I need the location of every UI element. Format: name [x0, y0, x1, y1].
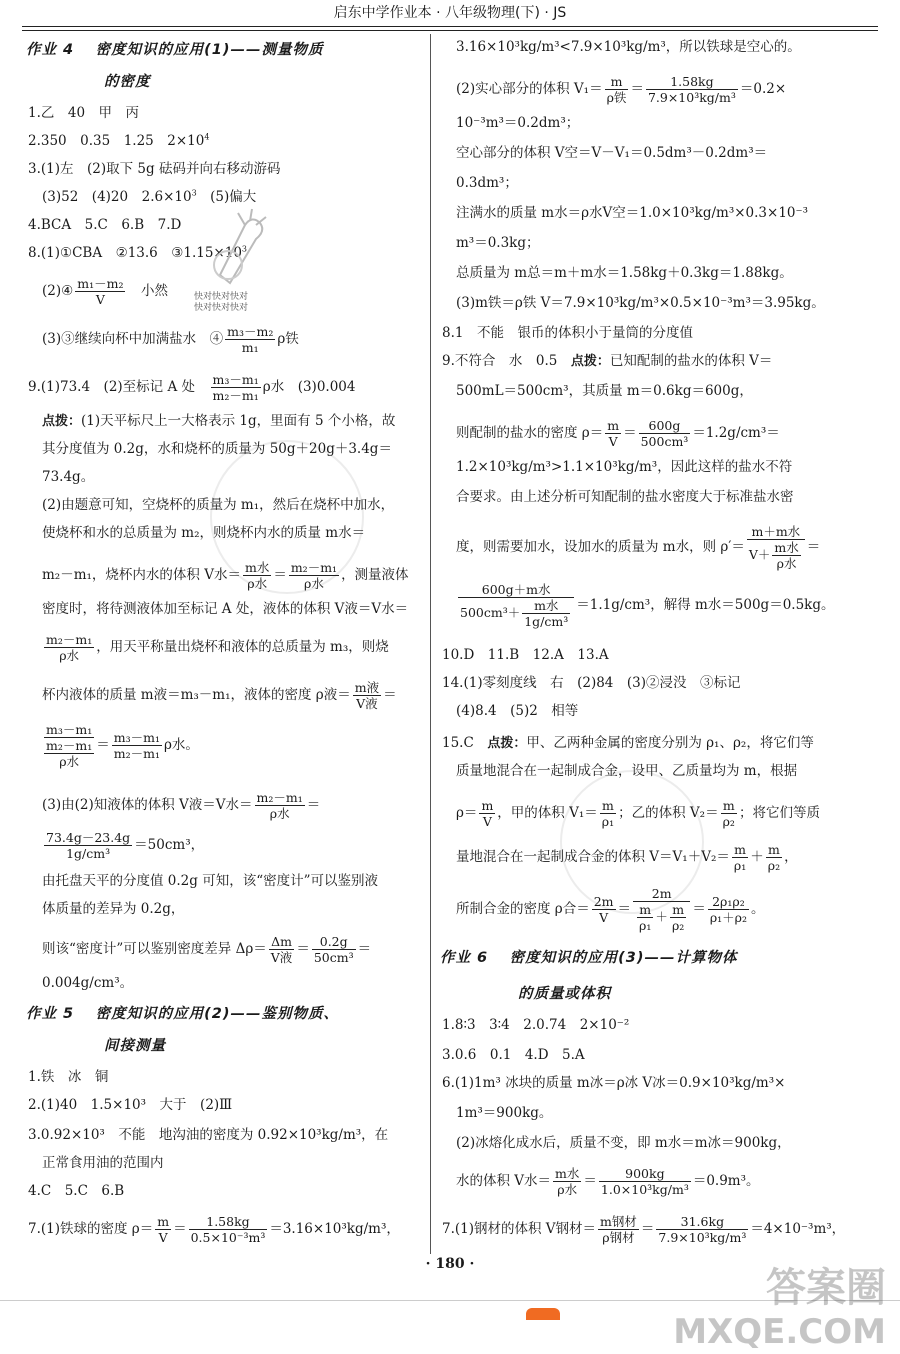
- answer-line: 14.(1)零刻度线 右 (2)84 (3)②浸没 ③标记: [442, 675, 741, 691]
- answer-line: 3.(1)左 (2)取下 5g 砝码并向右移动游码: [28, 161, 281, 177]
- answer-line: 空心部分的体积 V空＝V－V₁＝0.5dm³－0.2dm³＝: [456, 145, 768, 161]
- section-5-title-cont: 间接测量: [104, 1038, 166, 1054]
- answer-line: 1.乙 40 甲 丙: [28, 105, 140, 121]
- answer-line: (2)④ $\frac{\text{m₁－m₂}}{V}$ 小然: [42, 276, 168, 307]
- answer-line: 500mL＝500cm³，其质量 m＝0.6kg＝600g，: [456, 383, 753, 399]
- answer-line: 1m³＝900kg。: [456, 1105, 553, 1121]
- answer-line: 3.0.92×10³ 不能 地沟油的密度为 0.92×10³kg/m³，在: [28, 1127, 389, 1143]
- answer-line: (2)实心部分的体积 V₁＝ $\frac{m}{\text{ρ铁}}$ ＝ $\frac{1.58kg}{\text{7.9×10³kg/m³}}$ ＝0.2×: [456, 74, 787, 105]
- answer-line: 9.(1)73.4 (2)至标记 A 处 $\frac{\text{m₃－m₁}}{\text{m₂－m₁}}$ ρ水 (3)0.004: [28, 372, 356, 403]
- answer-line: 0.004g/cm³。: [42, 975, 134, 991]
- answer-line: 1.2×10³kg/m³>1.1×10³kg/m³，因此这样的盐水不符: [456, 459, 793, 475]
- answer-line: 由托盘天平的分度值 0.2g 可知，该“密度计”可以鉴别液: [42, 873, 378, 889]
- orange-tab-marker: [526, 1308, 560, 1320]
- stamp-text: 快对快对快对 快对快对快对: [194, 292, 249, 313]
- answer-line: 注满水的质量 m水＝ρ水V空＝1.0×10³kg/m³×0.3×10⁻³: [456, 205, 809, 221]
- answer-line: 7.(1)铁球的密度 ρ＝ $\frac{m}{V}$ ＝ $\frac{1.58kg}{\text{0.5×10⁻³m³}}$ ＝3.16×10³kg/m³，: [28, 1214, 400, 1245]
- site-watermark: 答案圈 MXQE.COM: [673, 1265, 886, 1352]
- page-header: 启东中学作业本 · 八年级物理(下) · JS: [333, 5, 567, 21]
- answer-line: 1.铁 冰 铜: [28, 1069, 109, 1085]
- mascot-stamp-icon: [200, 205, 270, 295]
- answer-line: (3)m铁＝ρ铁 V＝7.9×10³kg/m³×0.5×10⁻³m³＝3.95kg。: [456, 295, 825, 311]
- section-5-title: 作业 5 密度知识的应用(2)——鉴别物质、: [26, 1006, 340, 1022]
- header-rule: [22, 26, 878, 27]
- answer-line: 3.16×10³kg/m³<7.9×10³kg/m³，所以铁球是空心的。: [456, 39, 801, 55]
- answer-line: 质量地混合在一起制成合金，设甲、乙质量均为 m，根据: [456, 763, 798, 779]
- answer-line: (4)8.4 (5)2 相等: [456, 703, 579, 719]
- answer-line: 2.350 0.35 1.25 $2\times 10^4$: [28, 132, 210, 149]
- answer-line: 体质量的差异为 0.2g，: [42, 901, 185, 917]
- answer-line: 水的体积 V水＝ $\frac{\text{m水}}{\text{ρ水}}$ ＝ $\frac{900kg}{\text{1.0×10³kg/m³}}$ ＝0.9m³。: [456, 1166, 760, 1197]
- section-6-title-cont: 的质量或体积: [518, 986, 611, 1002]
- answer-line: 7.(1)钢材的体积 V钢材＝ $\frac{\text{m钢材}}{\text{ρ钢材}}$ ＝ $\frac{31.6kg}{\text{7.9×10³kg/m³}}$ ＝4×10⁻³m³，: [442, 1214, 846, 1245]
- answer-line: 6.(1)1m³ 冰块的质量 m冰＝ρ冰 V冰＝0.9×10³kg/m³×: [442, 1075, 786, 1091]
- column-divider: [430, 34, 431, 1254]
- section-4-title: 作业 4 密度知识的应用(1)——测量物质: [26, 42, 324, 58]
- answer-line: 其分度值为 0.2g，水和烧杯的质量为 50g＋20g＋3.4g＝: [42, 441, 392, 457]
- answer-line: 600g＋m水 500cm³＋ $\frac{\text{m水}}{\text{1g/cm³}}$ ＝1.1g/cm³，解得 m水＝500g＝0.5kg。: [460, 582, 835, 629]
- answer-line: 9.不符合 水 0.5 点拨：已知配制的盐水的体积 V＝: [442, 353, 773, 369]
- answer-line: 所制合金的密度 ρ合＝ $\frac{2m}{V}$ ＝ 2m $\frac{m}{\text{ρ₁}}$ ＋ $\frac{m}{\text{ρ₂}}$ ＝ $\frac{\text{2ρ₁ρ₂}}{\text{ρ₁＋ρ₂}}$ 。: [456, 886, 765, 933]
- answer-line: 杯内液体的质量 m液＝m₃－m₁，液体的密度 ρ液＝ $\frac{\text{m液}}{\text{V液}}$ ＝: [42, 680, 397, 711]
- header-rule-thin: [22, 30, 878, 31]
- answer-line: $\frac{73.4g-23.4g}{\text{1g/cm³}}$ ＝50cm³，: [46, 830, 205, 861]
- answer-line: m₂－m₁，烧杯内水的体积 V水＝ $\frac{\text{m水}}{\text{ρ水}}$ ＝ $\frac{\text{m₂－m₁}}{\text{ρ水}}$ ，测量液体: [42, 560, 409, 591]
- answer-line: m³＝0.3kg；: [456, 235, 540, 251]
- answer-line: ρ＝ $\frac{m}{V}$ ，甲的体积 V₁＝ $\frac{m}{\text{ρ₁}}$ ；乙的体积 V₂＝ $\frac{m}{\text{ρ₂}}$ ；将它们等质: [456, 798, 820, 829]
- answer-line: (3)由(2)知液体的体积 V液＝V水＝ $\frac{\text{m₂－m₁}}{\text{ρ水}}$ ＝: [42, 790, 321, 821]
- answer-line: 1.8∶3 3∶4 2.0.74 2×10⁻²: [442, 1017, 630, 1033]
- answer-line: 点拨：(1)天平标尺上一大格表示 1g，里面有 5 个小格，故: [42, 413, 396, 429]
- answer-line: 10.D 11.B 12.A 13.A: [442, 647, 609, 663]
- answer-line: (3)52 (4)20 $2.6\times 10^3$ (5)偏大: [42, 188, 257, 205]
- answer-line: 合要求。由上述分析可知配制的盐水密度大于标准盐水密: [456, 489, 794, 505]
- answer-line: 10⁻³m³＝0.2dm³；: [456, 115, 580, 131]
- answer-line: 2.(1)40 1.5×10³ 大于 (2)Ⅲ: [28, 1097, 233, 1113]
- page-number: · 180 ·: [425, 1256, 475, 1272]
- answer-line: 4.BCA 5.C 6.B 7.D: [28, 217, 182, 233]
- section-6-title: 作业 6 密度知识的应用(3)——计算物体: [440, 950, 738, 966]
- answer-line: 8.1 不能 银币的体积小于量筒的分度值: [442, 325, 693, 341]
- answer-line: (3)③继续向杯中加满盐水 ④ $\frac{\text{m₃－m₂}}{\text{m₁}}$ ρ铁: [42, 324, 299, 355]
- answer-line: (2)冰熔化成水后，质量不变，即 m水＝m冰＝900kg，: [456, 1135, 791, 1151]
- answer-line: 正常食用油的范围内: [42, 1155, 164, 1171]
- answer-line: 密度时，将待测液体加至标记 A 处，液体的体积 V液＝V水＝: [42, 601, 409, 617]
- answer-line: 量地混合在一起制成合金的体积 V＝V₁＋V₂＝ $\frac{m}{\text{ρ₁}}$ ＋ $\frac{m}{\text{ρ₂}}$ ，: [456, 842, 798, 873]
- answer-line: 度，则需要加水，设加水的质量为 m水，则 ρ′＝ m＋m水 V＋ $\frac{\text{m水}}{\text{ρ水}}$ ＝: [456, 524, 821, 571]
- answer-line: $\frac{\text{m₂－m₁}}{\text{ρ水}}$ ，用天平称量出烧杯和液体的总质量为 m₃，则烧: [46, 632, 389, 663]
- answer-line: 4.C 5.C 6.B: [28, 1183, 125, 1199]
- section-4-title-cont: 的密度: [104, 74, 151, 90]
- answer-line: 15.C 点拨：甲、乙两种金属的密度分别为 ρ₁、ρ₂，将它们等: [442, 735, 814, 751]
- answer-line: m₃－m₁ m₂－m₁ ρ水 ＝ $\frac{\text{m₃－m₁}}{\text{m₂－m₁}}$ ρ水。: [46, 722, 199, 769]
- answer-line: 0.3dm³；: [456, 175, 518, 191]
- answer-line: 8.(1)①CBA ②13.6 $③1.15\times 10^3$: [28, 244, 248, 261]
- answer-line: 总质量为 m总＝m＋m水＝1.58kg＋0.3kg＝1.88kg。: [456, 265, 793, 281]
- answer-line: 则配制的盐水的密度 ρ＝ $\frac{m}{V}$ ＝ $\frac{600g}{\text{500cm³}}$ ＝1.2g/cm³＝: [456, 418, 780, 449]
- answer-line: 3.0.6 0.1 4.D 5.A: [442, 1047, 585, 1063]
- answer-line: 73.4g。: [42, 469, 95, 485]
- answer-line: 使烧杯和水的总质量为 m₂，则烧杯内水的质量 m水＝: [42, 525, 366, 541]
- answer-line: (2)由题意可知，空烧杯的质量为 m₁，然后在烧杯中加水，: [42, 497, 395, 513]
- answer-line: 则该“密度计”可以鉴别密度差异 Δρ＝ $\frac{\Delta m}{\text{V液}}$ ＝ $\frac{0.2g}{\text{50cm³}}$ ＝: [42, 934, 372, 965]
